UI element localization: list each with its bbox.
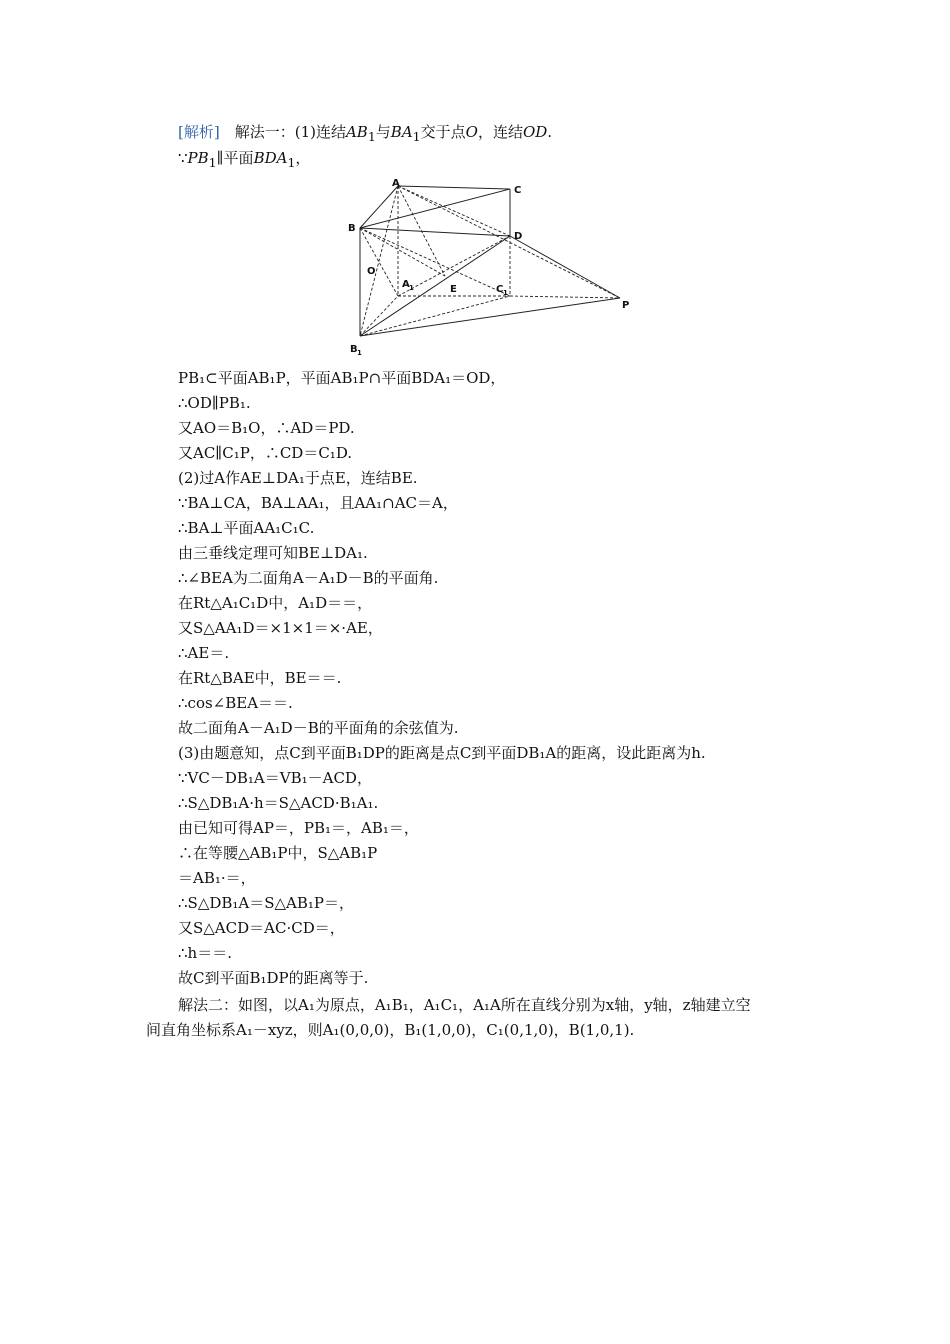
text-line: $\because PB_1\parallel$平面$BDA_1$，	[178, 149, 311, 170]
label-A: A	[392, 178, 400, 189]
text-line: 解法二：如图，以A₁为原点，A₁B₁，A₁C₁，A₁A所在直线分别为x轴，y轴，z轴建立空	[178, 996, 751, 1014]
text-line: 在Rt△A₁C₁D中，A₁D＝＝，	[178, 594, 373, 612]
text-line: ∴S△DB₁A＝S△AB₁P＝，	[178, 894, 355, 912]
text-line: 由已知可得AP＝，PB₁＝，AB₁＝，	[178, 819, 419, 837]
text-line: 又AC∥C₁P，∴CD＝C₁D.	[178, 444, 353, 462]
text-line: ∴S△DB₁A·h＝S△ACD·B₁A₁.	[178, 794, 379, 812]
text-line: (3)由题意知，点C到平面B₁DP的距离是点C到平面DB₁A的距离，设此距离为h.	[178, 744, 706, 762]
edge	[360, 228, 510, 236]
hidden-edge	[510, 296, 620, 298]
text-line: PB₁⊂平面AB₁P，平面AB₁P∩平面BDA₁＝OD，	[178, 369, 506, 387]
label-E: E	[450, 284, 457, 295]
text-line: 又S△ACD＝AC·CD＝，	[178, 919, 345, 937]
hidden-edge	[360, 228, 398, 296]
label-A1-subscript: 1	[409, 284, 414, 292]
edge	[360, 298, 620, 336]
edge	[398, 186, 510, 189]
label-D: D	[514, 231, 523, 242]
label-C: C	[514, 185, 522, 196]
edge	[510, 236, 620, 298]
geometry-figure	[340, 176, 640, 360]
text-line: ∴OD∥PB₁.	[178, 394, 251, 412]
text-line: 又AO＝B₁O，∴AD＝PD.	[178, 419, 355, 437]
label-O: O	[367, 266, 376, 277]
text-line: ∴cos∠BEA＝＝.	[178, 694, 293, 712]
text-line: ∴AE＝.	[178, 644, 230, 662]
label-C1-subscript: 1	[503, 289, 508, 297]
label-A1: A	[402, 279, 410, 290]
label-B1: B	[350, 344, 358, 355]
text-line: ∴在等腰△AB₁P中，S△AB₁P	[178, 844, 378, 862]
label-B: B	[348, 223, 356, 234]
text-line: (2)过A作AE⊥DA₁于点E，连结BE.	[178, 469, 418, 487]
label-C1: C	[496, 284, 504, 295]
analysis-tag: [解析]	[178, 123, 220, 141]
label-P: P	[622, 300, 630, 311]
text-line: 在Rt△BAE中，BE＝＝.	[178, 669, 342, 687]
text-line: ∴BA⊥平面AA₁C₁C.	[178, 519, 315, 537]
text-line: 故C到平面B₁DP的距离等于.	[178, 969, 369, 987]
label-B1-subscript: 1	[357, 349, 362, 357]
text-line: ∵BA⊥CA，BA⊥AA₁，且AA₁∩AC＝A，	[178, 494, 458, 512]
text-line: ＝AB₁·＝，	[178, 869, 256, 887]
hidden-edge	[360, 186, 398, 336]
text-line: ∴h＝＝.	[178, 944, 232, 962]
text-line: ∵VC－DB₁A＝VB₁－ACD，	[178, 769, 372, 787]
hidden-edge	[360, 296, 510, 336]
hidden-edge	[360, 296, 398, 336]
text-line: 又S△AA₁D＝×1×1＝×·AE，	[178, 619, 383, 637]
hidden-edge	[398, 186, 620, 298]
edge	[360, 189, 510, 228]
text-line: 由三垂线定理可知BE⊥DA₁.	[178, 544, 368, 562]
text-line: 故二面角A－A₁D－B的平面角的余弦值为.	[178, 719, 459, 737]
text-line: ∴∠BEA为二面角A－A₁D－B的平面角.	[178, 569, 439, 587]
text-line: 间直角坐标系A₁－xyz，则A₁(0,0,0)，B₁(1,0,0)，C₁(0,1,0)，B(1,0,1).	[146, 1021, 635, 1039]
solution-header-line: [解析] 解法一：(1)连结$AB_1$与$BA_1$交于点O，连结OD.	[178, 123, 553, 144]
